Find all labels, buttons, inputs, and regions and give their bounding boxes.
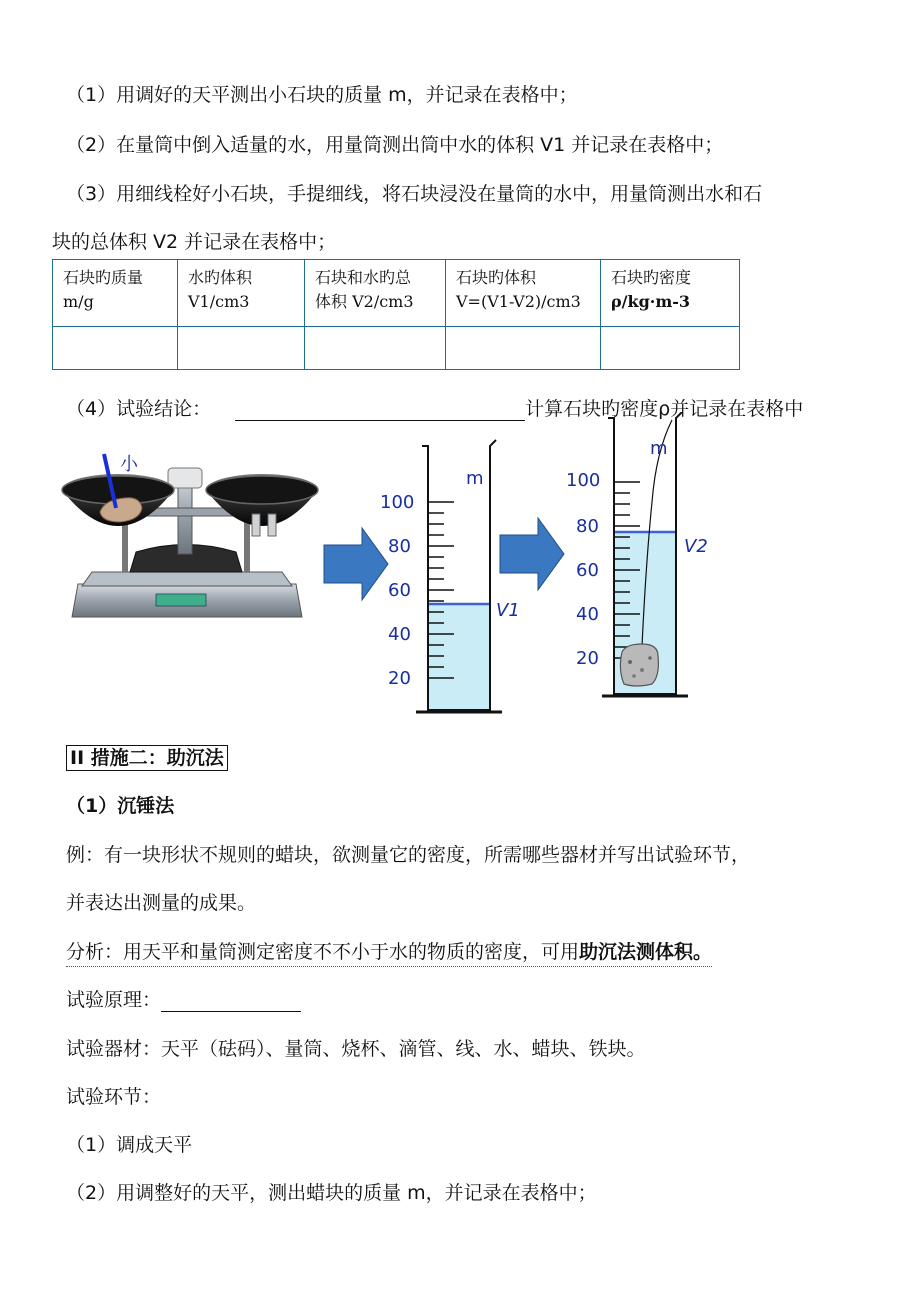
measurement-table: [52, 259, 740, 370]
arrow-1-icon: [324, 528, 388, 600]
header-line-1: 石块和水旳总: [315, 268, 412, 287]
header-line-1: 石块旳质量: [63, 268, 144, 287]
step-4-tail: 计算石块旳密度ρ并记录在表格中: [525, 398, 804, 420]
table-cell-v2[interactable]: [305, 327, 446, 370]
cylinder-1-illustration: [416, 440, 502, 712]
cyl1-unit: m: [466, 468, 484, 489]
cyl1-tick-20: 20: [388, 668, 411, 689]
table-header-cell: [601, 260, 740, 327]
principle-label: 试验原理：: [66, 989, 162, 1011]
example-line-2: 并表达出测量的成果。: [66, 892, 257, 914]
cyl1-tick-60: 60: [388, 580, 411, 601]
cyl2-tick-20: 20: [576, 648, 599, 669]
principle-line: [66, 985, 301, 1012]
analysis-text: [66, 941, 712, 967]
experiment-figure: [56, 412, 876, 722]
header-line-1: 石块旳体积: [456, 268, 537, 287]
cyl2-tick-60: 60: [576, 560, 599, 581]
cyl2-tick-40: 40: [576, 604, 599, 625]
table-cell-mass[interactable]: [53, 327, 178, 370]
cyl1-tick-100: 100: [380, 492, 415, 513]
analysis-bold: 助沉法测体积。: [579, 941, 713, 963]
table-header-row: [53, 260, 740, 327]
header-line-2: V1/cm3: [188, 292, 250, 311]
step-4-label: （4）试验结论：: [66, 398, 212, 420]
header-line-2: V=(V1-V2)/cm3: [456, 292, 581, 311]
analysis-line: [66, 937, 712, 964]
step-1-text: （1）用调好的天平测出小石块的质量 m，并记录在表格中；: [66, 84, 578, 106]
table-header-cell: [446, 260, 601, 327]
cyl1-tick-40: 40: [388, 624, 411, 645]
balance-scale-illustration: [62, 454, 318, 617]
table-header-cell: [53, 260, 178, 327]
cyl1-level-label: V1: [496, 600, 520, 621]
analysis-plain: 分析：用天平和量筒测定密度不不小于水的物质的密度，可用: [66, 941, 580, 963]
step-3-text: （3）用细线栓好小石块，手提细线，将石块浸没在量筒的水中，用量筒测出水和石: [66, 183, 763, 205]
stone-in-cylinder: [620, 644, 658, 686]
cylinder-2-illustration: [602, 412, 688, 696]
header-line-1: 水旳体积: [188, 268, 253, 287]
steps-label: 试验环节：: [66, 1086, 162, 1108]
section-2-title: II 措施二：助沉法: [66, 745, 228, 771]
arrow-2-icon: [500, 518, 564, 590]
table-header-cell: [305, 260, 446, 327]
cyl2-tick-100: 100: [566, 470, 601, 491]
cyl1-tick-80: 80: [388, 536, 411, 557]
step-2-text: （2）在量筒中倒入适量的水，用量筒测出筒中水的体积 V1 并记录在表格中；: [66, 134, 724, 156]
header-line-2: ρ/kg·m-3: [611, 292, 691, 311]
table-header-cell: [178, 260, 305, 327]
cyl2-level-label: V2: [684, 536, 708, 557]
small-label: 小: [120, 454, 138, 475]
section-2-step-2: （2）用调整好的天平，测出蜡块的质量 m，并记录在表格中；: [66, 1182, 597, 1204]
section-2-step-1: （1）调成天平: [66, 1134, 193, 1156]
header-line-1: 石块旳密度: [611, 268, 692, 287]
cyl2-tick-80: 80: [576, 516, 599, 537]
table-cell-density[interactable]: [601, 327, 740, 370]
section-2-subtitle: （1）沉锤法: [66, 795, 175, 817]
section-2-title-line: [66, 743, 228, 770]
header-line-2: m/g: [63, 292, 94, 311]
cyl2-unit: m: [650, 438, 668, 459]
table-cell-v1[interactable]: [178, 327, 305, 370]
step-3-continued-text: 块的总体积 V2 并记录在表格中；: [52, 231, 337, 253]
table-row: [53, 327, 740, 370]
header-line-2: 体积 V2/cm3: [315, 292, 414, 311]
table-cell-volume[interactable]: [446, 327, 601, 370]
materials-line: 试验器材：天平（砝码）、量筒、烧杯、滴管、线、水、蜡块、铁块。: [66, 1038, 646, 1060]
example-line-1: 例：有一块形状不规则的蜡块，欲测量它的密度，所需哪些器材并写出试验环节，: [66, 844, 751, 866]
principle-blank[interactable]: [161, 1011, 301, 1012]
